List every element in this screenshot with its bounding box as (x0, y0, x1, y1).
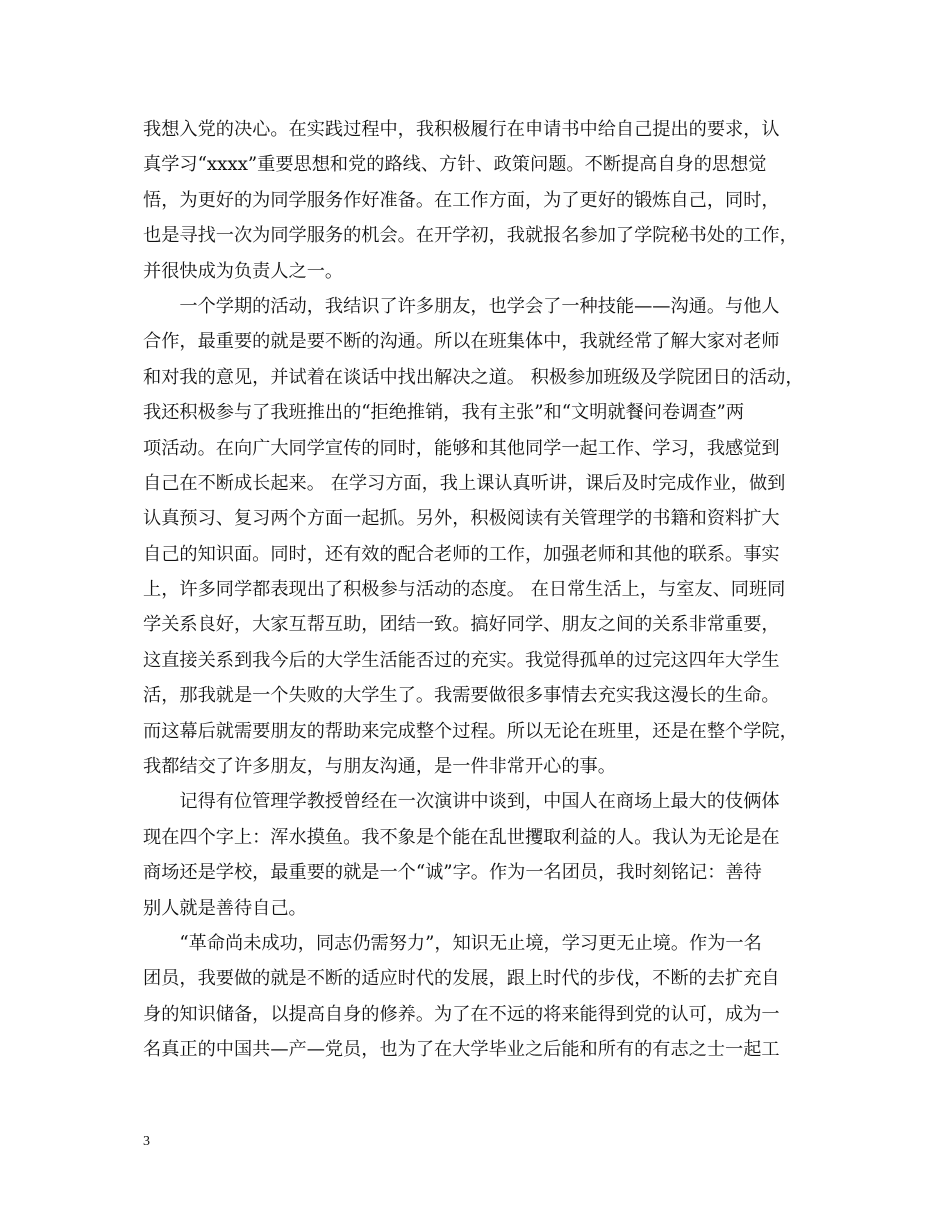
text-line: 真学习“xxxx”重要思想和党的路线、方针、政策问题。不断提高自身的思想觉 (143, 154, 767, 176)
text-line: 自己在不断成长起来。 在学习方面，我上课认真听讲，课后及时完成作业，做到 (143, 472, 786, 494)
text-line: 团员，我要做的就是不断的适应时代的发展，跟上时代的步伐，不断的去扩充自 (143, 968, 780, 990)
text-line: 和对我的意见，并试着在谈话中找出解决之道。 积极参加班级及学院团日的活动， (143, 366, 804, 388)
text-line: 上，许多同学都表现出了积极参与活动的态度。 在日常生活上，与室友、同班同 (143, 579, 786, 601)
text-line: 悟，为更好的为同学服务作好准备。在工作方面，为了更好的锻炼自己，同时， (143, 189, 780, 211)
text-line: 一个学期的活动，我结识了许多朋友，也学会了一种技能——沟通。与他人 (143, 295, 780, 317)
text-line: 我还积极参与了我班推出的“拒绝推销，我有主张”和“文明就餐问卷调查”两 (143, 402, 745, 424)
text-line: 活，那我就是一个失败的大学生了。我需要做很多事情去充实我这漫长的生命。 (143, 685, 780, 707)
text-line: 认真预习、复习两个方面一起抓。另外，积极阅读有关管理学的书籍和资料扩大 (143, 508, 780, 530)
text-line: 而这幕后就需要朋友的帮助来完成整个过程。所以无论在班里，还是在整个学院， (143, 720, 798, 742)
text-line: 身的知识储备，以提高自身的修养。为了在不远的将来能得到党的认可，成为一 (143, 1003, 780, 1025)
text-line: 自己的知识面。同时，还有效的配合老师的工作，加强老师和其他的联系。事实 (143, 543, 780, 565)
text-line: 我想入党的决心。在实践过程中，我积极履行在申请书中给自己提出的要求，认 (143, 119, 780, 140)
text-line: 现在四个字上：浑水摸鱼。我不象是个能在乱世攫取利益的人。我认为无论是在 (143, 826, 780, 848)
text-line: 也是寻找一次为同学服务的机会。在开学初，我就报名参加了学院秘书处的工作， (143, 225, 798, 247)
text-line: 商场还是学校，最重要的就是一个“诚”字。作为一名团员，我时刻铭记：善待 (143, 862, 762, 884)
text-line: 并很快成为负责人之一。 (143, 260, 344, 282)
text-line: 我都结交了许多朋友，与朋友沟通，是一件非常开心的事。 (143, 756, 616, 778)
text-line: 这直接关系到我今后的大学生活能否过的充实。我觉得孤单的过完这四年大学生 (143, 649, 780, 671)
body-text (143, 112, 823, 1068)
page-number: 3 (143, 1134, 150, 1149)
text-line: 项活动。在向广大同学宣传的同时，能够和其他同学一起工作、学习，我感觉到 (143, 437, 780, 459)
text-line: 合作，最重要的就是要不断的沟通。所以在班集体中，我就经常了解大家对老师 (143, 331, 780, 353)
text-line: 名真正的中国共—产—党员，也为了在大学毕业之后能和所有的有志之士一起工 (143, 1039, 780, 1061)
text-line: “革命尚未成功，同志仍需努力”，知识无止境，学习更无止境。作为一名 (143, 932, 762, 954)
text-line: 别人就是善待自己。 (143, 897, 307, 919)
text-line: 记得有位管理学教授曾经在一次演讲中谈到，中国人在商场上最大的伎俩体 (143, 791, 780, 813)
text-line: 学关系良好，大家互帮互助，团结一致。搞好同学、朋友之间的关系非常重要， (143, 614, 780, 636)
